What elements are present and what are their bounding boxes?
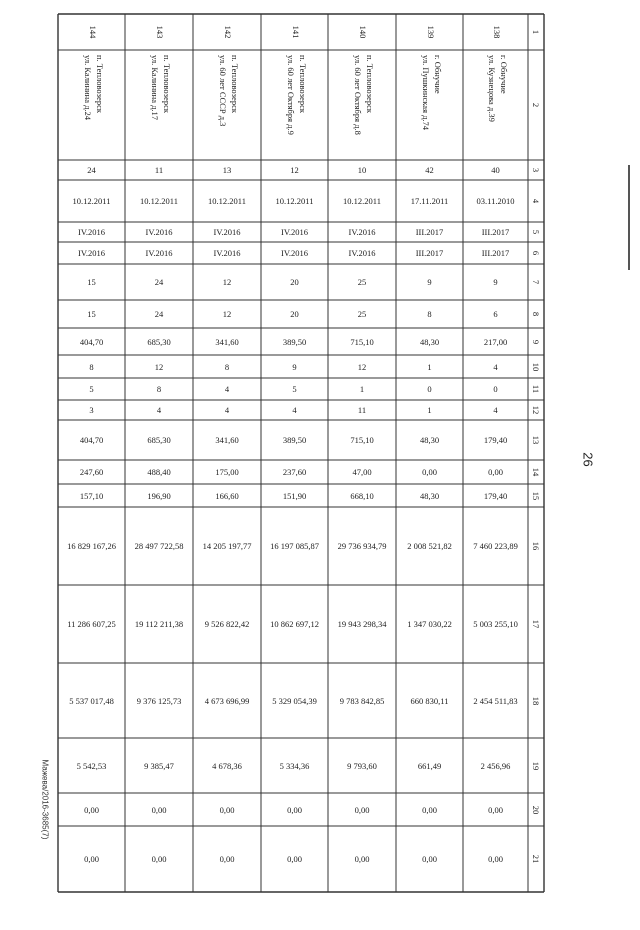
column-number: 1 — [531, 29, 541, 35]
column-number: 19 — [531, 761, 541, 770]
table-cell: 389,50 — [282, 435, 307, 445]
table-cell: 20 — [290, 277, 299, 287]
table-cell: 0,00 — [219, 804, 235, 815]
table-cell: 17.11.2011 — [410, 196, 449, 206]
table-cell: 10 862 697,12 — [270, 619, 319, 629]
table-cell: 24 — [154, 309, 164, 319]
table-cell: IV.2016 — [145, 227, 173, 237]
table-cell: III.2017 — [415, 248, 444, 258]
table-cell: 9 793,60 — [347, 760, 377, 771]
table-cell: 12 — [222, 277, 232, 287]
column-number: 2 — [531, 102, 541, 108]
table-cell: 5 003 255,10 — [473, 619, 518, 629]
table-cell: 175,00 — [215, 467, 239, 477]
column-number: 11 — [531, 384, 541, 394]
table-cell: 151,90 — [282, 490, 307, 501]
address-line: ул. 60 лет Октября д.8 — [353, 55, 363, 135]
table-cell: IV.2016 — [213, 227, 241, 237]
table-cell: 0,00 — [287, 804, 302, 815]
column-number: 20 — [531, 805, 541, 814]
column-number: 12 — [531, 405, 541, 415]
scan-artifact — [628, 165, 630, 270]
table-cell: 16 829 167,26 — [67, 541, 116, 551]
table-cell: 0,00 — [219, 854, 235, 864]
table-cell: 11 286 607,25 — [67, 619, 116, 629]
table-cell: 25 — [357, 277, 367, 287]
table-cell: 9 — [427, 277, 432, 287]
table-cell: 24 — [154, 277, 164, 287]
table-cell: 11 — [154, 165, 164, 175]
table-cell: IV.2016 — [281, 227, 308, 237]
column-number: 13 — [531, 435, 541, 445]
table-cell: 47,00 — [352, 467, 372, 477]
table-cell: 341,60 — [215, 336, 239, 347]
table-cell: 1 — [359, 384, 365, 394]
table-cell: III.2017 — [481, 227, 510, 237]
column-number: 18 — [531, 696, 541, 705]
table-cell: 9 783 842,85 — [339, 695, 385, 706]
table-cell: 4 678,36 — [212, 760, 242, 771]
column-number: 6 — [531, 250, 541, 256]
table-cell: 660 830,11 — [410, 695, 449, 706]
table-cell: 0,00 — [151, 854, 167, 864]
table-cell: 12 — [222, 309, 232, 319]
table-cell: 0,00 — [287, 854, 302, 864]
record-number: 144 — [87, 25, 98, 39]
table-cell: 8 — [224, 361, 230, 372]
table-cell: 179,40 — [483, 435, 508, 445]
column-number: 17 — [531, 619, 541, 629]
table-cell: 42 — [425, 165, 434, 175]
table-cell: 14 205 197,77 — [202, 541, 252, 551]
table-cell: IV.2016 — [348, 248, 376, 258]
table-cell: 29 736 934,79 — [337, 541, 387, 551]
table-cell: 2 454 511,83 — [473, 695, 518, 706]
table-cell: 0 — [427, 384, 432, 394]
table-cell: 1 — [427, 405, 432, 415]
table-cell: 0,00 — [488, 854, 503, 864]
table-cell: IV.2016 — [145, 248, 173, 258]
table-cell: 9 526 822,42 — [204, 619, 250, 629]
table-cell: 4 — [493, 405, 498, 415]
record-number: 138 — [491, 25, 502, 39]
table-cell: 8 — [427, 309, 432, 319]
address-line: ул. Пушкинская д.74 — [420, 55, 431, 131]
table-cell: 0 — [493, 384, 498, 394]
column-number: 4 — [531, 198, 541, 204]
column-number: 7 — [531, 279, 541, 285]
table-cell: 715,10 — [350, 435, 374, 445]
table-cell: 0,00 — [422, 804, 437, 815]
address-line: ул. 60 лет Октября д.9 — [285, 55, 296, 135]
table-cell: 685,30 — [147, 336, 171, 347]
table-cell: IV.2016 — [78, 248, 105, 258]
table-cell: 48,30 — [419, 336, 440, 347]
column-number: 5 — [531, 229, 541, 235]
column-number: 10 — [531, 362, 541, 371]
table-cell: 488,40 — [147, 467, 171, 477]
table-cell: 196,90 — [147, 490, 171, 501]
table-cell: 247,60 — [79, 467, 104, 477]
table-cell: 10.12.2011 — [140, 196, 178, 206]
table-cell: 8 — [156, 384, 162, 394]
table-cell: 217,00 — [483, 336, 508, 347]
table-cell: 179,40 — [483, 490, 508, 501]
column-number: 3 — [531, 167, 541, 173]
table-cell: 11 — [357, 405, 367, 415]
table-cell: III.2017 — [415, 227, 444, 237]
table-cell: 15 — [87, 309, 96, 319]
record-number: 143 — [155, 25, 165, 39]
table-cell: 0,00 — [422, 854, 437, 864]
table-cell: IV.2016 — [78, 227, 105, 237]
table-cell: 4 — [493, 361, 498, 372]
table-cell: 237,60 — [282, 467, 307, 477]
table-cell: 10.12.2011 — [72, 196, 111, 206]
table-cell: 25 — [357, 309, 367, 319]
table-cell: IV.2016 — [213, 248, 241, 258]
column-number: 15 — [531, 491, 541, 500]
table-cell: 6 — [493, 309, 498, 319]
table-cell: IV.2016 — [348, 227, 376, 237]
address-line: п. Тепловозерск — [94, 55, 105, 113]
table-cell: 5 537 017,48 — [69, 695, 114, 706]
table-cell: 5 542,53 — [76, 760, 107, 771]
record-number: 141 — [290, 25, 301, 39]
table-cell: 389,50 — [282, 336, 307, 347]
table-cell: 9 — [493, 277, 498, 287]
table-cell: 13 — [222, 165, 232, 175]
table-cell: 715,10 — [350, 336, 374, 347]
address-line: п. Тепловозерск — [297, 55, 308, 113]
table-cell: 2 456,96 — [480, 760, 511, 771]
table-cell: 10.12.2011 — [208, 196, 246, 206]
table-cell: 5 334,36 — [279, 760, 310, 771]
table-cell: 157,10 — [79, 490, 104, 501]
address-line: ул. Калинина д.17 — [150, 55, 160, 121]
table-cell: 0,00 — [354, 804, 370, 815]
address-line: ул. 60 лет СССР д.3 — [218, 55, 228, 127]
table-cell: 7 460 223,89 — [473, 541, 518, 551]
table-cell: 1 — [427, 361, 432, 372]
table-cell: 12 — [154, 361, 164, 372]
table-cell: 5 329 054,39 — [272, 695, 317, 706]
table-cell: 4 — [156, 405, 162, 415]
table-cell: 12 — [357, 361, 367, 372]
table-cell: 10 — [357, 165, 367, 175]
table-cell: 10.12.2011 — [275, 196, 314, 206]
table-cell: 28 497 722,58 — [134, 541, 184, 551]
table-cell: 12 — [290, 165, 299, 175]
table-cell: 0,00 — [84, 854, 99, 864]
table-cell: 40 — [491, 165, 500, 175]
page-number: 26 — [580, 452, 596, 467]
table-cell: 0,00 — [422, 467, 437, 477]
table-cell: 0,00 — [84, 804, 99, 815]
table-cell: 1 347 030,22 — [407, 619, 452, 629]
address-line: ул. Калинина д.24 — [82, 55, 93, 121]
address-line: п. Тепловозерск — [365, 55, 375, 113]
table-cell: 10.12.2011 — [343, 196, 381, 206]
column-number: 9 — [531, 339, 541, 344]
table-cell: 19 943 298,34 — [337, 619, 387, 629]
column-number: 8 — [531, 311, 541, 317]
table-cell: 4 — [224, 405, 230, 415]
table-cell: 9 376 125,73 — [136, 695, 182, 706]
table-cell: 404,70 — [79, 435, 104, 445]
address-line: п. Тепловозерск — [162, 55, 172, 113]
document-stamp: Мажева/2016-3685(7) — [40, 759, 50, 840]
table-cell: 4 — [292, 405, 297, 415]
column-number: 14 — [531, 467, 541, 477]
table-cell: 19 112 211,38 — [134, 619, 184, 629]
table-cell: IV.2016 — [281, 248, 308, 258]
address-line: п. Тепловозерск — [230, 55, 240, 113]
address-line: ул. Кузнецова д.39 — [486, 55, 497, 122]
table-cell: 685,30 — [147, 435, 171, 445]
table-cell: 3 — [89, 405, 94, 415]
table-cell: 4 673 696,99 — [204, 695, 250, 706]
table-cell: 20 — [290, 309, 299, 319]
address-line: г. Обнучие — [498, 55, 509, 94]
column-number: 21 — [531, 854, 541, 864]
table-cell: 8 — [89, 361, 94, 372]
table-cell: 0,00 — [151, 804, 167, 815]
table-cell: 661,49 — [417, 760, 442, 771]
record-number: 140 — [358, 25, 368, 39]
table-cell: 48,30 — [419, 435, 440, 445]
table-cell: 2 008 521,82 — [407, 541, 452, 551]
table-cell: 15 — [87, 277, 96, 287]
table-cell: 9 — [292, 361, 297, 372]
column-number: 16 — [531, 541, 541, 551]
table-cell: 668,10 — [350, 490, 374, 501]
record-number: 142 — [223, 25, 233, 39]
table-cell: 0,00 — [488, 467, 503, 477]
table-cell: 24 — [87, 165, 96, 175]
record-number: 139 — [425, 25, 436, 39]
table-cell: 166,60 — [215, 490, 239, 501]
address-line: г. Обнучие — [432, 55, 443, 94]
table-cell: 404,70 — [79, 336, 104, 347]
table-cell: 341,60 — [215, 435, 239, 445]
table-cell: 16 197 085,87 — [270, 541, 319, 551]
table-cell: 48,30 — [419, 490, 440, 501]
table-cell: III.2017 — [481, 248, 510, 258]
table-cell: 03.11.2010 — [476, 196, 515, 206]
table-cell: 0,00 — [354, 854, 370, 864]
table-cell: 5 — [89, 384, 94, 394]
table-cell: 9 385,47 — [144, 760, 174, 771]
table-cell: 4 — [224, 384, 230, 394]
table-cell: 0,00 — [488, 804, 503, 815]
table-cell: 5 — [292, 384, 297, 394]
